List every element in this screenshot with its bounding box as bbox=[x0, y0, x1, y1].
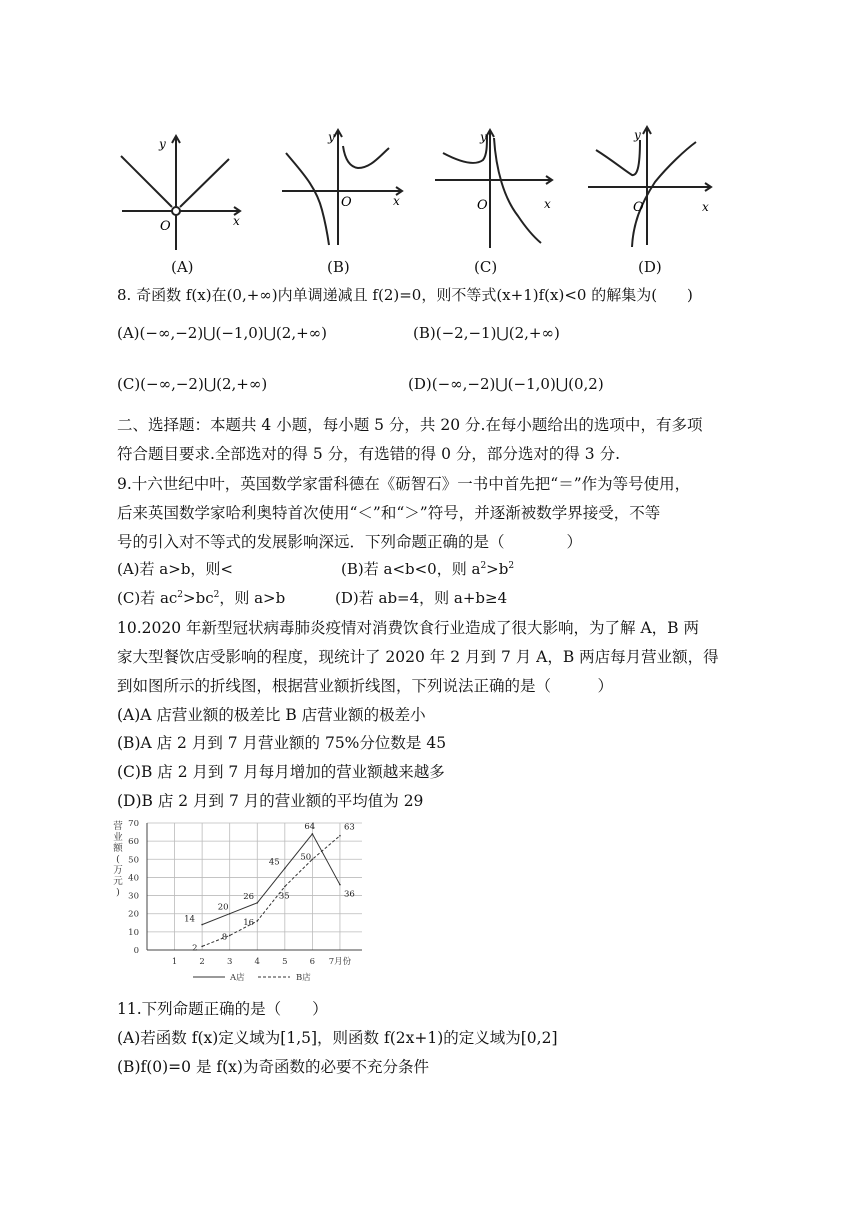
y-tick-label: 10 bbox=[128, 927, 139, 938]
data-label: 63 bbox=[343, 822, 355, 833]
graph-c bbox=[435, 130, 552, 248]
data-point bbox=[339, 884, 341, 886]
data-label: 20 bbox=[217, 902, 229, 913]
x-tick-label: 7月份 bbox=[328, 957, 352, 967]
data-label: 36 bbox=[343, 889, 355, 900]
q8-option-d: (D)(−∞,−2)⋃(−1,0)⋃(0,2) bbox=[408, 375, 604, 393]
graph-d bbox=[588, 127, 711, 247]
data-label: 64 bbox=[304, 821, 316, 832]
graph-a bbox=[121, 136, 240, 250]
data-point bbox=[284, 868, 286, 870]
data-label: 16 bbox=[243, 917, 255, 928]
graph-d-x-label: x bbox=[702, 200, 709, 214]
graph-d-origin: O bbox=[633, 200, 644, 215]
data-label: 2 bbox=[192, 943, 198, 954]
y-tick-label: 70 bbox=[128, 819, 139, 829]
q7-graphs bbox=[0, 120, 860, 280]
data-label: 8 bbox=[221, 932, 228, 943]
y-axis-label-char: 元 bbox=[113, 876, 123, 887]
graph-c-y-label: y bbox=[480, 130, 487, 144]
q10-line1: 10.2020 年新型冠状病毒肺炎疫情对消费饮食行业造成了很大影响，为了解 A，B 两 bbox=[117, 619, 699, 637]
data-point bbox=[201, 924, 203, 926]
q9-line3: 号的引入对不等式的发展影响深远．下列命题正确的是（ ） bbox=[117, 533, 583, 551]
y-axis-label-char: 万 bbox=[113, 865, 123, 876]
graph-a-y-label: y bbox=[159, 137, 166, 151]
q11-option-b: (B)f(0)=0 是 f(x)为奇函数的必要不充分条件 bbox=[117, 1058, 429, 1076]
q11-option-a: (A)若函数 f(x)定义域为[1,5]，则函数 f(2x+1)的定义域为[0,2] bbox=[117, 1029, 558, 1047]
q8-option-c: (C)(−∞,−2)⋃(2,+∞) bbox=[117, 375, 268, 393]
x-tick-label: 5 bbox=[282, 957, 288, 967]
graph-b-y-label: y bbox=[328, 130, 335, 144]
graph-d-y-label: y bbox=[634, 128, 641, 142]
data-point bbox=[229, 913, 231, 915]
y-tick-label: 0 bbox=[133, 946, 139, 956]
q9-option-a: (A)若 a>b，则< bbox=[117, 560, 233, 578]
graph-a-origin: O bbox=[160, 219, 171, 234]
x-tick-label: 3 bbox=[226, 957, 233, 967]
data-label: 14 bbox=[184, 914, 195, 925]
graph-c-x-label: x bbox=[544, 197, 551, 211]
x-tick-label: 2 bbox=[199, 957, 205, 967]
data-point bbox=[201, 946, 203, 948]
legend-label-b: B店 bbox=[296, 973, 311, 983]
y-tick-label: 50 bbox=[128, 855, 139, 866]
data-label: 26 bbox=[243, 891, 255, 902]
y-tick-label: 30 bbox=[128, 891, 139, 902]
y-tick-label: 60 bbox=[128, 837, 139, 848]
graph-d-label: (D) bbox=[638, 258, 662, 276]
graph-a-label: (A) bbox=[171, 258, 194, 276]
q9-option-d: (D)若 ab=4，则 a+b≥4 bbox=[335, 589, 508, 607]
q8-stem: 8. 奇函数 f(x)在(0,+∞)内单调递减且 f(2)=0，则不等式(x+1)f(x)<0 的解集为( ) bbox=[117, 286, 693, 304]
revenue-line-chart bbox=[100, 815, 390, 995]
q10-line3: 到如图所示的折线图，根据营业额折线图，下列说法正确的是（ ） bbox=[117, 677, 614, 695]
q11-stem: 11.下列命题正确的是（ ） bbox=[117, 1000, 328, 1018]
data-label: 35 bbox=[278, 891, 290, 902]
data-point bbox=[312, 858, 314, 860]
y-tick-label: 40 bbox=[128, 873, 139, 884]
data-point bbox=[256, 902, 258, 904]
x-tick-label: 1 bbox=[171, 957, 178, 967]
q10-option-a: (A)A 店营业额的极差比 B 店营业额的极差小 bbox=[117, 706, 426, 724]
x-tick-label: 6 bbox=[309, 957, 316, 967]
y-axis-label-char: ( bbox=[116, 854, 120, 865]
data-point bbox=[229, 935, 231, 937]
graph-b-origin: O bbox=[341, 195, 352, 210]
data-label: 45 bbox=[268, 857, 280, 868]
q8-option-a: (A)(−∞,−2)⋃(−1,0)⋃(2,+∞) bbox=[117, 324, 327, 342]
graph-c-origin: O bbox=[477, 198, 488, 213]
q10-option-d: (D)B 店 2 月到 7 月的营业额的平均值为 29 bbox=[117, 792, 424, 810]
graph-a-x-label: x bbox=[233, 214, 240, 228]
graph-b-label: (B) bbox=[327, 258, 350, 276]
data-point bbox=[284, 886, 286, 888]
section2-line1: 二、选择题：本题共 4 小题，每小题 5 分，共 20 分.在每小题给出的选项中，有多项 bbox=[117, 416, 703, 434]
series-line-B店 bbox=[202, 836, 340, 947]
q8-option-b: (B)(−2,−1)⋃(2,+∞) bbox=[413, 324, 560, 342]
q10-option-b: (B)A 店 2 月到 7 月营业额的 75%分位数是 45 bbox=[117, 734, 447, 752]
q9-option-b: (B)若 a<b<0，则 $a^2>b^2$ bbox=[341, 560, 515, 578]
y-axis-label-char: 营 bbox=[113, 821, 123, 832]
graph-c-label: (C) bbox=[474, 258, 498, 276]
q10-option-c: (C)B 店 2 月到 7 月每月增加的营业额越来越多 bbox=[117, 763, 445, 781]
graph-b-x-label: x bbox=[393, 194, 400, 208]
section2-line2: 符合题目要求.全部选对的得 5 分，有选错的得 0 分，部分选对的得 3 分. bbox=[117, 445, 621, 463]
y-axis-label-char: 额 bbox=[113, 843, 123, 854]
data-point bbox=[339, 835, 341, 837]
q10-line2: 家大型餐饮店受影响的程度，现统计了 2020 年 2 月到 7 月 A，B 两店每月营业额，得 bbox=[117, 648, 719, 666]
data-point bbox=[256, 920, 258, 922]
q9-option-c: (C)若 $ac^2>bc^2$，则 a>b bbox=[117, 589, 286, 607]
graph-b bbox=[282, 130, 402, 245]
data-point bbox=[312, 833, 314, 835]
y-axis-label-char: 业 bbox=[113, 832, 123, 843]
legend-label-a: A店 bbox=[230, 973, 245, 983]
data-label: 50 bbox=[300, 852, 312, 863]
q9-line2: 后来英国数学家哈利奥特首次使用“＜”和“＞”符号，并逐渐被数学界接受，不等 bbox=[117, 504, 661, 522]
y-tick-label: 20 bbox=[128, 909, 139, 920]
x-tick-label: 4 bbox=[254, 957, 260, 967]
y-axis-label-char: ) bbox=[116, 887, 120, 898]
q9-line1: 9.十六世纪中叶，英国数学家雷科德在《砺智石》一书中首先把“＝”作为等号使用， bbox=[117, 475, 691, 493]
